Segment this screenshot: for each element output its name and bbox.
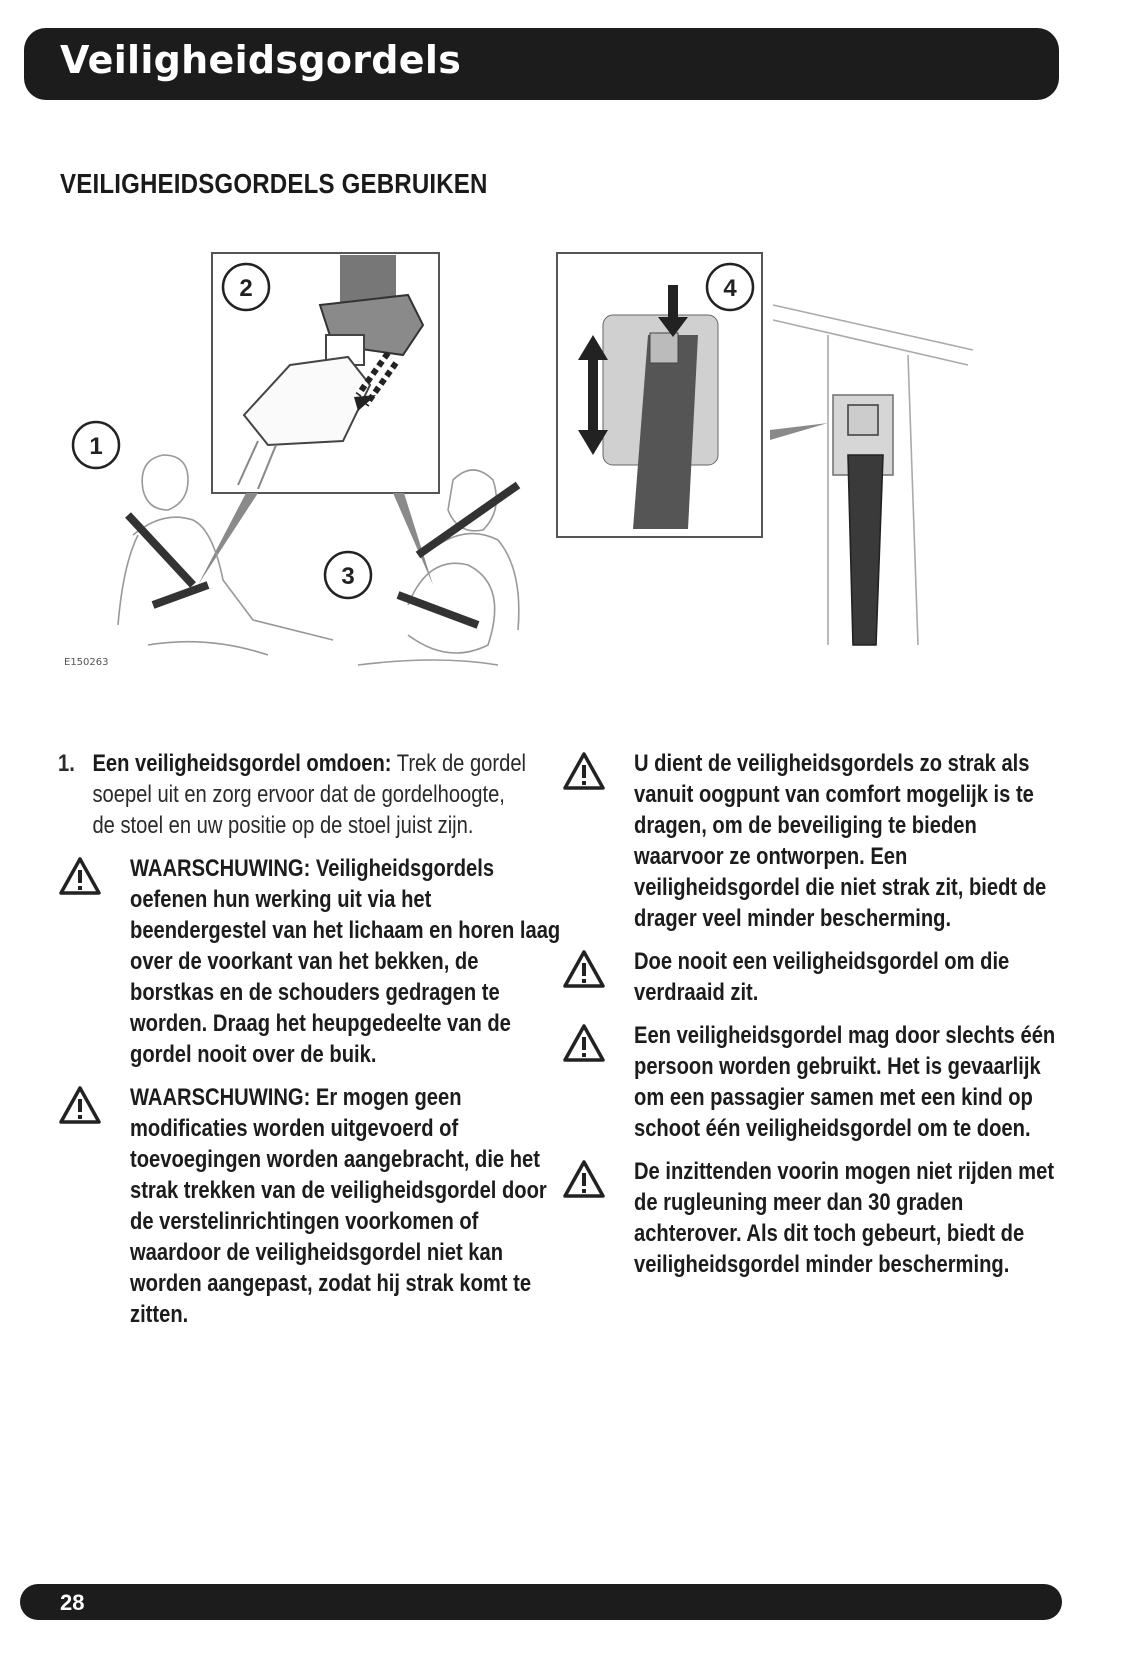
- warning-triangle-icon: [562, 751, 606, 791]
- seatbelt-illustration: [58, 245, 1038, 715]
- page-number: 28: [60, 1590, 85, 1615]
- header-bar: [24, 28, 1059, 100]
- callout-1: 1: [89, 433, 103, 460]
- b-pillar: [773, 305, 973, 645]
- step-number: 1.: [58, 750, 75, 777]
- warning-6: [562, 1156, 1055, 1280]
- callout-3: 3: [341, 563, 355, 590]
- height-adjuster-panel: [557, 253, 762, 537]
- step-1: [58, 748, 528, 841]
- warning-text: WAARSCHUWING: Er mogen geen modificaties worden uitgevoerd of toevoegingen worden aangebracht, die het strak trekken van de veiligheidsgordel door de verstelinrichtingen voorkomen of waardoor de veiligheidsgordel niet kan worden aangepast, zodat hij strak komt te zitten.: [130, 1084, 547, 1328]
- warning-5: [562, 1020, 1056, 1144]
- page-title: Veiligheidsgordels: [60, 38, 462, 82]
- warning-text: Een veiligheidsgordel mag door slechts één persoon worden gebruikt. Het is gevaarlijk om een passagier samen met een kind op schoot één veiligheidsgordel om te doen.: [634, 1022, 1056, 1142]
- warning-2: [58, 1082, 547, 1330]
- warning-text: De inzittenden voorin mogen niet rijden met de rugleuning meer dan 30 graden achterover. Als dit toch gebeurt, biedt de veiligheidsgordel minder bescherming.: [634, 1158, 1055, 1278]
- right-column: [562, 748, 1056, 1292]
- section-heading: VEILIGHEIDSGORDELS GEBRUIKEN: [60, 168, 488, 199]
- warning-text: Doe nooit een veiligheidsgordel om die verdraaid zit.: [634, 948, 1010, 1006]
- buckle-panel: [212, 253, 439, 493]
- callout-4: 4: [723, 275, 737, 302]
- step-lead: Een veiligheidsgordel omdoen:: [92, 750, 392, 777]
- figure-code: E150263: [64, 657, 109, 668]
- warning-3: [562, 748, 1047, 934]
- warning-text: WAARSCHUWING: Veiligheidsgordels oefenen hun werking uit via het beendergestel van het lichaam en horen laag over de voorkant van het bekken, de borstkas en de schouders gedragen te worden. Draag het heupgedeelte van de gordel nooit over de buik.: [130, 855, 561, 1068]
- warning-triangle-icon: [58, 856, 102, 896]
- warning-triangle-icon: [562, 1159, 606, 1199]
- footer-bar: [20, 1584, 1062, 1620]
- warning-1: [58, 853, 561, 1070]
- warning-4: [562, 946, 1032, 1008]
- warning-triangle-icon: [562, 949, 606, 989]
- warning-triangle-icon: [562, 1023, 606, 1063]
- callout-2: 2: [239, 275, 253, 302]
- left-column: [58, 748, 561, 1342]
- step-text: Trek de gordel soepel uit en zorg ervoor dat de gordelhoogte, de stoel en uw positie op de stoel juist zijn.: [92, 750, 527, 839]
- warning-text: U dient de veiligheidsgordels zo strak als vanuit oogpunt van comfort mogelijk is te dragen, om de beveiliging te bieden waarvoor ze ontworpen. Een veiligheidsgordel die niet strak zit, biedt de drager veel minder bescherming.: [634, 750, 1047, 932]
- warning-triangle-icon: [58, 1085, 102, 1125]
